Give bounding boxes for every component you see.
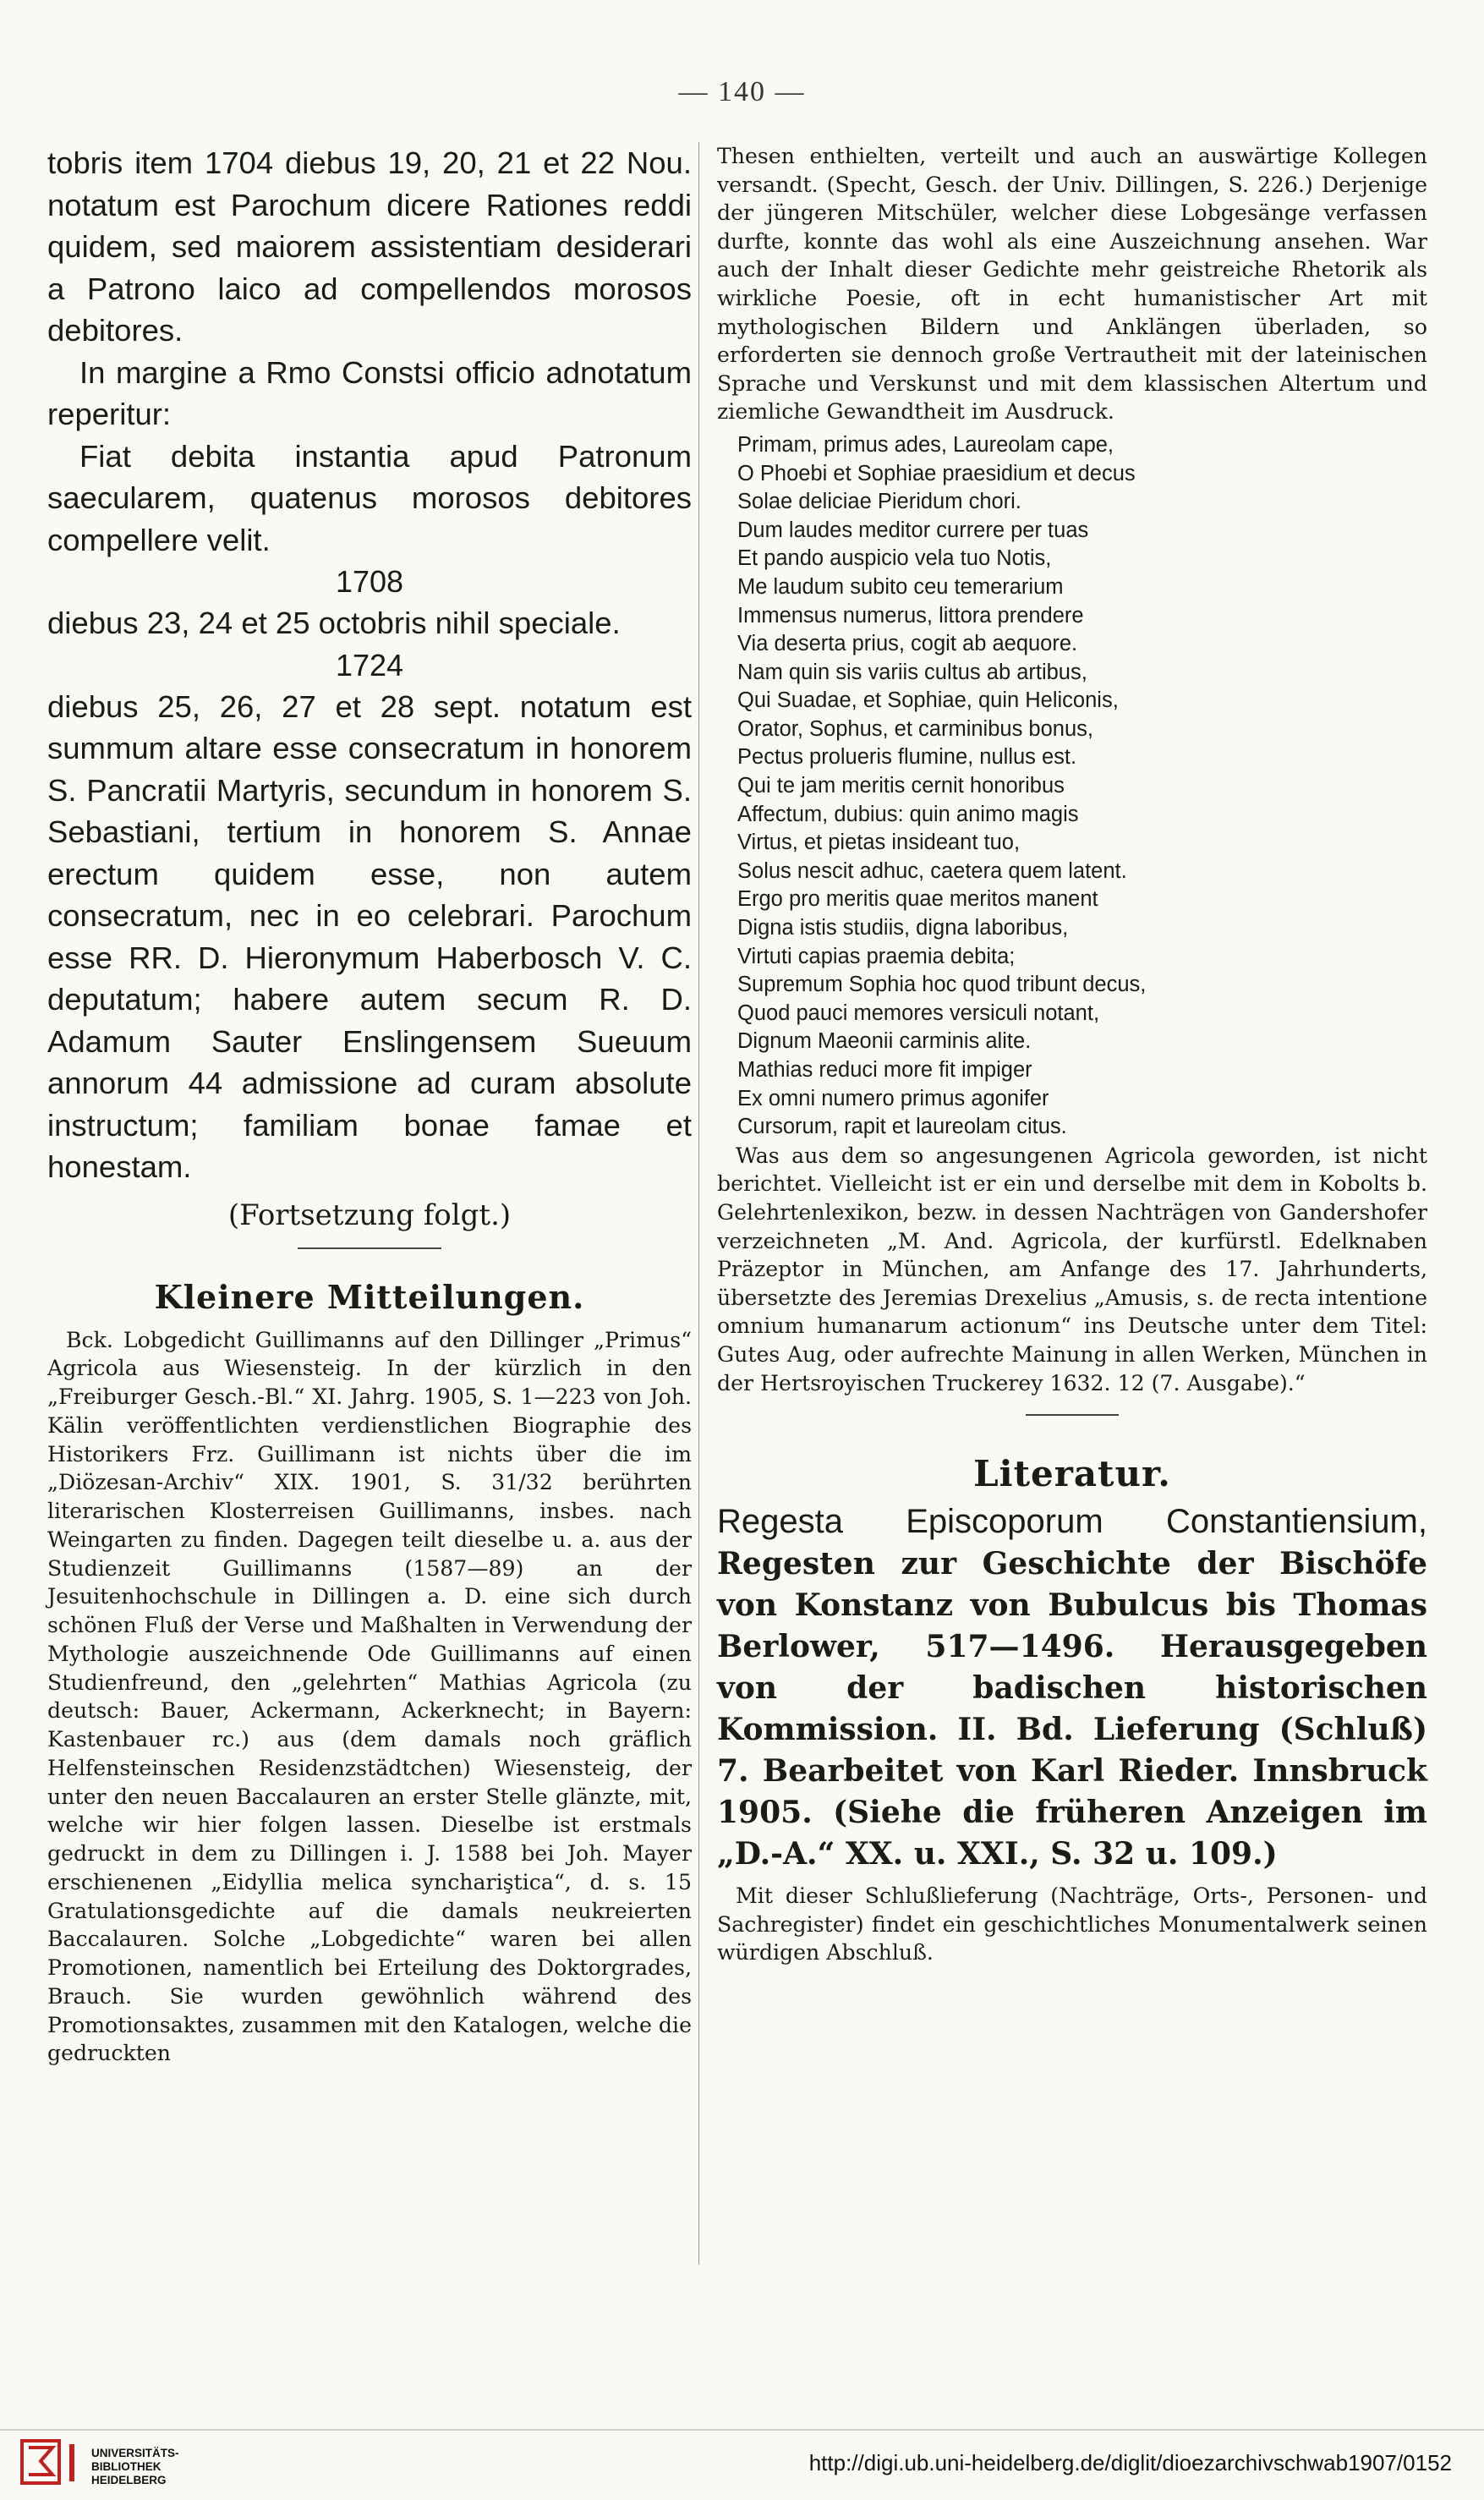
poem-line: Primam, primus ades, Laureolam cape, [737, 432, 1114, 457]
poem-line: Solus nescit adhuc, caetera quem latent. [737, 858, 1127, 883]
literature-entry [717, 1501, 1427, 1875]
column-divider [698, 142, 699, 2265]
latin-paragraph: diebus 25, 26, 27 et 28 sept. notatum est summum altare esse consecratum in honorem S. Pancratii Martyris, secundum in honorem S. Sebastiani, tertium in honorem S. Annae erectum quidem esse, non autem consecratum, nec in eo celebrari. Parochum esse RR. D. Hieronymum Haberbosch V. C. deputatum; habere autem secum R. D. Adamum Sauter Enslingensem Sueuum annorum 44 admissione ad curam absolute instructum; familiam bonae famae et honestam. [47, 688, 692, 1184]
latin-paragraph: tobris item 1704 diebus 19, 20, 21 et 22 Nou. notatum est Parochum dicere Rationes reddi quidem, sed maiorem assistentiam desiderari a Patrono laico ad compellendos morosos debitores. [47, 145, 692, 348]
poem-line: Dum laudes meditor currere per tuas [737, 518, 1089, 542]
poem-line: Digna istis studiis, digna laboribus, [737, 916, 1069, 940]
section-heading: Kleinere Mitteilungen. [154, 1277, 585, 1316]
latin-paragraph: diebus 23, 24 et 25 octobris nihil speciale. [47, 606, 621, 640]
footer-rule [0, 2429, 1484, 2431]
poem-line: Virtuti capias praemia debita; [737, 944, 1016, 968]
section-rule [298, 1247, 441, 1249]
poem-line: Virtus, et pietas insideant tuo, [737, 831, 1021, 855]
literature-title: Regesta Episcoporum Constantiensium, [717, 1503, 1427, 1541]
latin-paragraph: Fiat debita instantia apud Patronum saecularem, quatenus morosos debitores compellere velit. [47, 438, 692, 557]
article-paragraph: Mit dieser Schlußlieferung (Nachträge, Orts-, Personen- und Sachregister) findet ein geschichtliches Monumentalwerk seinen würdigen Abschluß. [717, 1883, 1427, 1965]
poem-line: Ex omni numero primus agonifer [737, 1086, 1049, 1110]
poem-line: Qui Suadae, et Sophiae, quin Heliconis, [737, 688, 1119, 713]
poem-line: Via deserta prius, cogit ab aequore. [737, 632, 1078, 656]
right-column [717, 142, 1427, 1967]
poem-line: Me laudum subito ceu temerarium [737, 574, 1064, 599]
poem-line: Quod pauci memores versiculi notant, [737, 1001, 1100, 1025]
page-number: — 140 — [678, 76, 806, 107]
poem-line: Dignum Maeonii carminis alite. [737, 1029, 1032, 1054]
article-paragraph: Thesen enthielten, verteilt und auch an auswärtige Kollegen versandt. (Specht, Gesch. der Univ. Dillingen, S. 226.) Derjenige der jüngeren Mitschüler, welcher diese Lobgesänge verfassen durfte, konnte das wohl als eine Auszeichnung ansehen. War auch der Inhalt dieser Gedichte mehr geistreiche Rhetorik als wirkliche Poesie, oft in echt humanistischer Art mit mythologischen Bildern und Anklängen überladen, so erforderten sie dennoch große Vertrautheit mit der lateinischen Sprache und Verskunst und mit dem klassischen Altertum und ziemliche Gewandtheit im Ausdruck. [717, 144, 1427, 425]
literature-heading: Literatur. [973, 1453, 1171, 1495]
poem-line: Supremum Sophia hoc quod tribunt decus, [737, 973, 1147, 997]
source-url-link[interactable]: http://digi.ub.uni-heidelberg.de/diglit/dioezarchivschwab1907/0152 [808, 2450, 1452, 2475]
poem-line: Mathias reduci more fit impiger [737, 1058, 1032, 1082]
poem-line: Et pando auspicio vela tuo Notis, [737, 546, 1052, 571]
poem-line: Pectus prolueris flumine, nullus est. [737, 745, 1077, 770]
article-paragraph: Bck. Lobgedicht Guillimanns auf den Dillinger „Primus“ Agricola aus Wiesensteig. In der kürzlich in den „Freiburger Gesch.-Bl.“ XI. Jahrg. 1905, S. 1—223 von Joh. Kälin veröffentlichten verdienstlichen Biographie des Historikers Frz. Guillimann ist nichts über die im „Diözesan-Archiv“ XIX. 1901, S. 31/32 berührten literarischen Klosterreisen Guillimanns, insbes. nach Weingarten zu finden. Dagegen teilt dieselbe u. a. aus der Studienzeit Guillimanns (1587—89) an der Jesuitenhochschule in Dillingen a. D. eine sich durch schönen Fluß der Verse und Maßhalten in Verwendung der Mythologie auszeichnende Ode Guillimanns auf einen Studienfreund, den „gelehrten“ Mathias Agricola (zu deutsch: Bauer, Ackermann, Ackerknecht; in Bayern: Kastenbauer rc.) aus (dem damals noch gräflich Helfensteinschen Residenzstädtchen) Wiesensteig, der unter den neuen Baccalauren an erster Stelle glänzte, mit, welche wir hier folgen lassen. Dieselbe ist erstmals gedruckt in dem zu Dillingen i. J. 1588 bei Joh. Mayer erschienenen „Eidyllia melica synchariştica“, d. s. 15 Gratulationsgedichte auf die damals neukreierten Baccalauren. Solche „Lobgedichte“ waren bei allen Promotionen, namentlich bei Erteilung des Doktorgrades, Brauch. Sie wurden gewöhnlich während des Promotionsaktes, zusammen mit den Katalogen, welche die gedruckten [47, 1327, 692, 2066]
left-column [47, 142, 692, 2068]
poem [737, 431, 1427, 1142]
continuation-note: (Fortsetzung folgt.) [227, 1198, 512, 1232]
year-heading: 1708 [335, 564, 404, 599]
year-heading: 1724 [335, 647, 404, 683]
library-logo-icon [10, 2436, 103, 2490]
article-paragraph: Was aus dem so angesungenen Agricola geworden, ist nicht berichtet. Vielleicht ist er ein und derselbe mit dem in Kobolts b. Gelehrtenlexikon, bezw. in dessen Nachträgen von Gandershofer verzeichneten „M. And. Agricola, der kurfürstl. Edelknaben Präzeptor in München, am Anfange des 17. Jahrhunderts, übersetzte des Jeremias Drexelius „Amusis, s. de recta intentione omnium humanarum actionum“ ins Deutsche unter dem Titel: Gutes Aug, oder aufrechte Mainung in allen Werken, München in der Hertsroyischen Truckerey 1632. 12 (7. Ausgabe).“ [717, 1143, 1427, 1395]
section-rule [1026, 1414, 1119, 1416]
poem-line: Ergo pro meritis quae meritos manent [737, 887, 1098, 912]
poem-line: Affectum, dubius: quin animo magis [737, 802, 1079, 826]
poem-line: Cursorum, rapit et laureolam citus. [737, 1115, 1067, 1139]
latin-paragraph: In margine a Rmo Constsi officio adnotatum reperitur: [47, 354, 692, 431]
poem-line: O Phoebi et Sophiae praesidium et decus [737, 461, 1136, 485]
poem-line: Solae deliciae Pieridum chori. [737, 490, 1021, 514]
library-name: UNIVERSITÄTS- BIBLIOTHEK HEIDELBERG [91, 2447, 179, 2486]
literature-details: Regesten zur Geschichte der Bischöfe von Konstanz von Bubulcus bis Thomas Berlower, 517—1496. Herausgegeben von der badischen historischen Kommission. II. Bd. Lieferung (Schluß) 7. Bearbeitet von Karl Rieder. Innsbruck 1905. (Siehe die früheren Anzeigen im „D.-A.“ XX. u. XXI., S. 32 u. 109.) [717, 1546, 1427, 1872]
poem-line: Immensus numerus, littora prendere [737, 603, 1084, 628]
poem-line: Orator, Sophus, et carminibus bonus, [737, 716, 1093, 741]
poem-line: Qui te jam meritis cernit honoribus [737, 774, 1065, 798]
poem-line: Nam quin sis variis cultus ab artibus, [737, 660, 1087, 684]
